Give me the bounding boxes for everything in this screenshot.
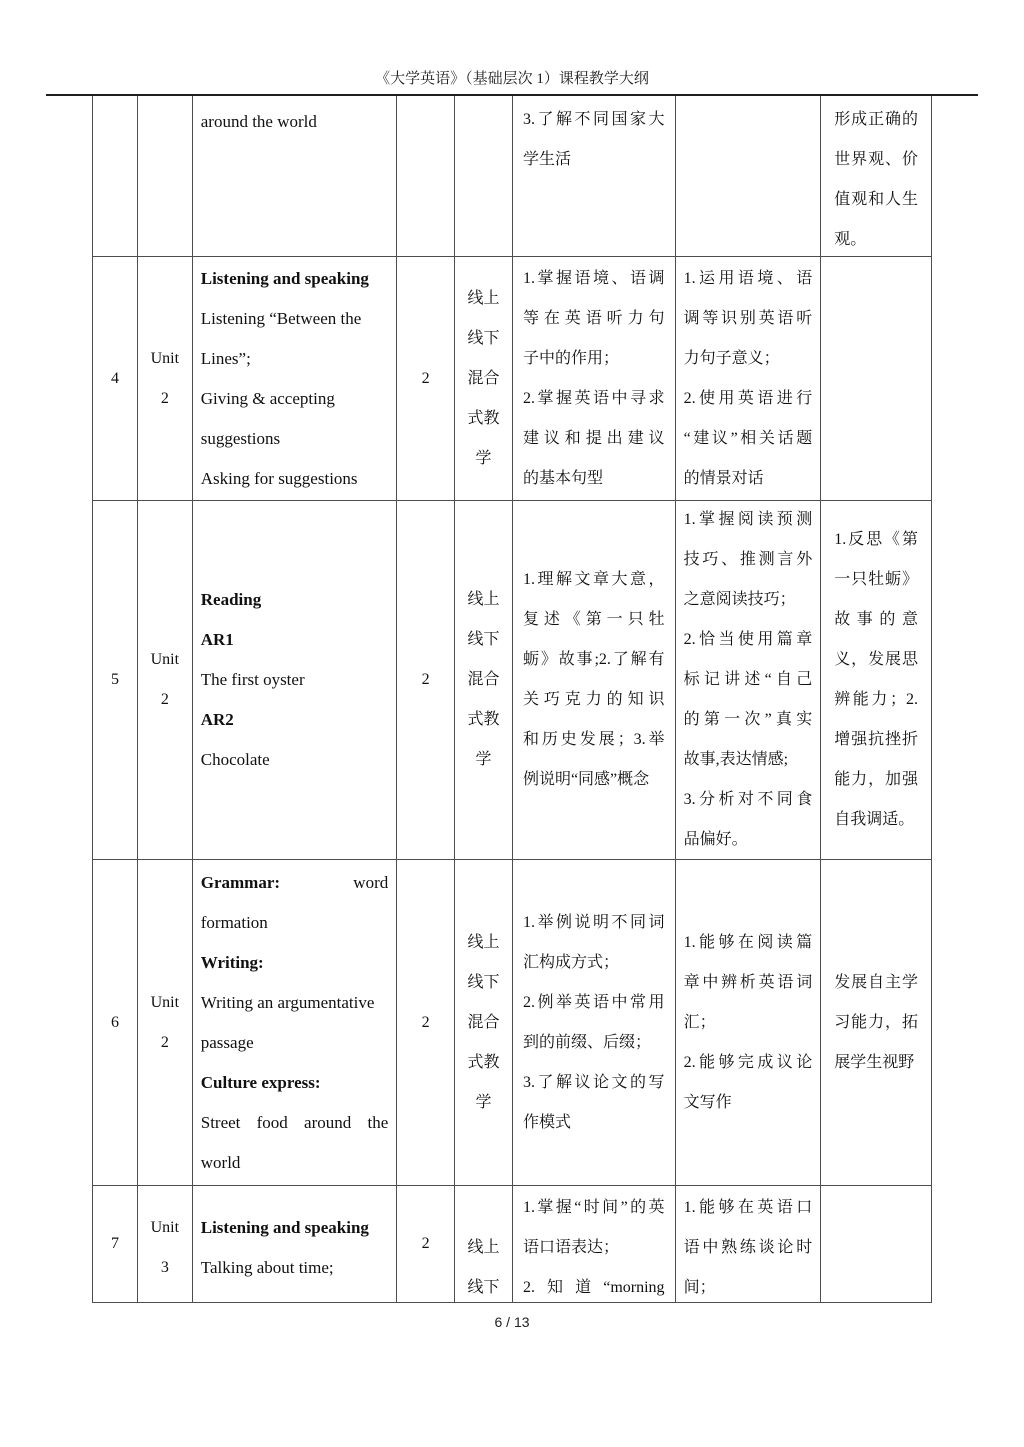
text-line: Writing: (200, 952, 264, 972)
method-line: 混合 (467, 671, 500, 688)
text-line: 辨能力；2. (834, 691, 918, 708)
cell-unit (138, 96, 193, 256)
text-line: Giving & accepting (200, 388, 335, 408)
cell-objective-knowledge (513, 501, 676, 859)
text-run: word (353, 872, 389, 892)
text-line: 2.知道“morning (522, 1279, 665, 1296)
text-line: 章中辨析英语词 (683, 973, 813, 991)
table-row (93, 96, 931, 257)
text-line: 发展自主学 (834, 973, 918, 991)
cell-row-number (93, 96, 138, 256)
cell-objective-ability (676, 501, 822, 859)
unit-line: Unit (150, 993, 180, 1011)
text-line: 2.恰当使用篇章 (683, 631, 813, 648)
text-line: 自我调适。 (834, 811, 915, 828)
text-line: 3.分析对不同食 (683, 791, 813, 808)
text-line: around the world (200, 112, 317, 131)
text-line: 1.能够在英语口 (683, 1199, 813, 1216)
text-line: 技巧、推测言外 (683, 551, 813, 568)
text-line: Listening “Between the (200, 308, 362, 328)
cell-teaching-content (193, 501, 398, 859)
cell-row-number (93, 860, 138, 1185)
cell-teaching-method (455, 501, 513, 859)
text-line: 世界观、价 (834, 151, 918, 168)
text-line: 之意阅读技巧； (683, 591, 796, 608)
text-line: 语口语表达； (522, 1239, 619, 1256)
method-line: 混合 (467, 369, 500, 387)
cell-hours (397, 860, 455, 1185)
text-line (201, 863, 389, 903)
text-line: 2.能够完成议论 (683, 1053, 813, 1071)
cell-teaching-method (455, 257, 513, 500)
text-line: 汇构成方式； (522, 953, 619, 971)
method-line: 线上 (467, 591, 500, 608)
text-line: 的第一次”真实 (683, 711, 813, 728)
page-number: 6 / 13 (494, 1314, 530, 1330)
hours-value: 2 (421, 1013, 430, 1031)
page-title: 《大学英语》（基础层次 1）课程教学大纲 (375, 71, 649, 87)
cell-hours (397, 1186, 455, 1302)
unit-line: 2 (160, 389, 169, 407)
table-row (93, 257, 931, 501)
method-line: 混合 (467, 1013, 500, 1031)
text-line: 义，发展思 (834, 651, 918, 668)
unit-line: Unit (150, 651, 180, 668)
text-line: 建议和提出建议 (522, 429, 665, 447)
text-line: passage (200, 1032, 254, 1052)
text-line: 1.举例说明不同词 (522, 913, 665, 931)
cell-objective-ability (676, 257, 822, 500)
text-line: 形成正确的 (834, 111, 918, 128)
method-line: 学 (475, 751, 492, 768)
row-number: 7 (110, 1235, 119, 1252)
text-line: 的情景对话 (683, 469, 764, 487)
text-line: 1.运用语境、语 (683, 269, 813, 287)
text-line: 等在英语听力句 (522, 309, 665, 327)
cell-teaching-content (193, 1186, 398, 1302)
hours-value: 2 (421, 1235, 430, 1252)
text-line: 1.理解文章大意， (522, 571, 665, 588)
text-line: 例说明“同感”概念 (522, 771, 650, 788)
text-line: Culture express: (200, 1072, 321, 1092)
text-line: 和历史发展；3.举 (522, 731, 665, 748)
hours-value: 2 (421, 369, 430, 387)
text-line: 增强抗挫折 (834, 731, 918, 748)
method-line: 线下 (467, 631, 500, 648)
text-line: 能力，加强 (834, 771, 918, 788)
unit-line: Unit (150, 1219, 180, 1236)
cell-unit (138, 1186, 193, 1302)
cell-objective-quality (821, 96, 931, 256)
cell-row-number (93, 501, 138, 859)
text-line: 复述《第一只牡 (522, 611, 665, 628)
text-line: 力句子意义； (683, 349, 780, 367)
cell-objective-quality (821, 860, 931, 1185)
method-line: 式教 (467, 711, 500, 728)
cell-teaching-content (193, 96, 398, 256)
cell-objective-quality (821, 1186, 931, 1302)
text-line: Talking about time; (200, 1258, 334, 1277)
table-row (93, 860, 931, 1186)
method-line: 线上 (467, 1239, 500, 1256)
cell-objective-ability (676, 860, 822, 1185)
text-line: 文写作 (683, 1093, 732, 1111)
table-row (93, 1186, 931, 1303)
text-line: 语中熟练谈论时 (683, 1239, 813, 1256)
hours-value: 2 (421, 671, 430, 688)
table-row (93, 501, 931, 860)
method-line: 式教 (467, 409, 500, 427)
cell-objective-ability (676, 1186, 822, 1302)
text-line: suggestions (200, 428, 281, 448)
cell-objective-knowledge (513, 1186, 676, 1302)
text-line: 品偏好。 (683, 831, 748, 848)
text-line: Asking for suggestions (200, 468, 358, 488)
row-number: 4 (110, 369, 119, 387)
text-line: 1.掌握阅读预测 (683, 511, 813, 528)
text-line: 标记讲述“自己 (683, 671, 813, 688)
text-line: 一只牡蛎》 (834, 571, 918, 588)
unit-line: 2 (160, 1033, 169, 1051)
text-line: 关巧克力的知识 (522, 691, 665, 708)
cell-objective-knowledge (513, 860, 676, 1185)
cell-row-number (93, 1186, 138, 1302)
syllabus-table (92, 96, 932, 1303)
method-line: 线上 (467, 933, 500, 951)
cell-objective-knowledge (513, 257, 676, 500)
cell-teaching-method (455, 860, 513, 1185)
text-line: 1.能够在阅读篇 (683, 933, 813, 951)
cell-hours (397, 96, 455, 256)
text-line: 汇； (683, 1013, 716, 1031)
text-line: Street food around the (200, 1112, 389, 1132)
cell-objective-knowledge (513, 96, 676, 256)
cell-teaching-content (193, 257, 398, 500)
unit-line: Unit (150, 349, 180, 367)
text-line: 故事的意 (834, 611, 918, 628)
text-line: Chocolate (200, 750, 270, 769)
text-line: 展学生视野 (834, 1053, 915, 1071)
text-line: 观。 (834, 231, 867, 248)
text-line: 1.掌握“时间”的英 (522, 1199, 665, 1216)
cell-unit (138, 257, 193, 500)
text-line: 1.反思《第 (834, 531, 918, 548)
text-line: formation (200, 912, 268, 932)
text-line: 3.了解议论文的写 (522, 1073, 665, 1091)
text-line: 蛎》故事;2.了解有 (522, 651, 665, 668)
text-line: AR1 (200, 630, 234, 649)
text-line: 习能力，拓 (834, 1013, 918, 1031)
text-line: The first oyster (200, 670, 305, 689)
cell-objective-quality (821, 257, 931, 500)
text-line: 子中的作用； (522, 349, 619, 367)
cell-hours (397, 257, 455, 500)
cell-teaching-method (455, 96, 513, 256)
text-run: Grammar: (200, 872, 281, 892)
text-line: 到的前缀、后缀； (522, 1033, 651, 1051)
method-line: 线下 (467, 1279, 500, 1296)
text-line: Writing an argumentative (200, 992, 375, 1012)
text-line: AR2 (200, 710, 234, 729)
text-line: 的基本句型 (522, 469, 603, 487)
text-line: Listening and speaking (200, 268, 369, 288)
text-line: 调等识别英语听 (683, 309, 813, 327)
method-line: 线上 (467, 289, 500, 307)
text-line: 2.例举英语中常用 (522, 993, 665, 1011)
text-line: Reading (200, 590, 262, 609)
text-line: Listening and speaking (200, 1218, 369, 1237)
cell-row-number (93, 257, 138, 500)
method-line: 学 (475, 1093, 492, 1111)
row-number: 5 (110, 671, 119, 688)
text-line: 学生活 (522, 151, 571, 168)
text-line: 故事,表达情感; (683, 751, 789, 768)
text-line: “建议”相关话题 (683, 429, 813, 447)
text-line: 作模式 (522, 1113, 571, 1131)
method-line: 式教 (467, 1053, 500, 1071)
text-line: 间； (683, 1279, 716, 1296)
cell-unit (138, 501, 193, 859)
text-line: 值观和人生 (834, 191, 918, 208)
cell-unit (138, 860, 193, 1185)
cell-teaching-method (455, 1186, 513, 1302)
method-line: 线下 (467, 329, 500, 347)
cell-objective-quality (821, 501, 931, 859)
text-line: world (200, 1152, 241, 1172)
text-line: 1.掌握语境、语调 (522, 269, 665, 287)
method-line: 线下 (467, 973, 500, 991)
cell-teaching-content (193, 860, 398, 1185)
text-line: Lines”; (200, 348, 251, 368)
text-line: 2.掌握英语中寻求 (522, 389, 665, 407)
unit-line: 3 (160, 1259, 169, 1276)
unit-line: 2 (160, 691, 169, 708)
method-line: 学 (475, 449, 492, 467)
text-line: 2.使用英语进行 (683, 389, 813, 407)
row-number: 6 (110, 1013, 119, 1031)
cell-hours (397, 501, 455, 859)
cell-objective-ability (676, 96, 822, 256)
text-line: 3.了解不同国家大 (522, 111, 665, 128)
